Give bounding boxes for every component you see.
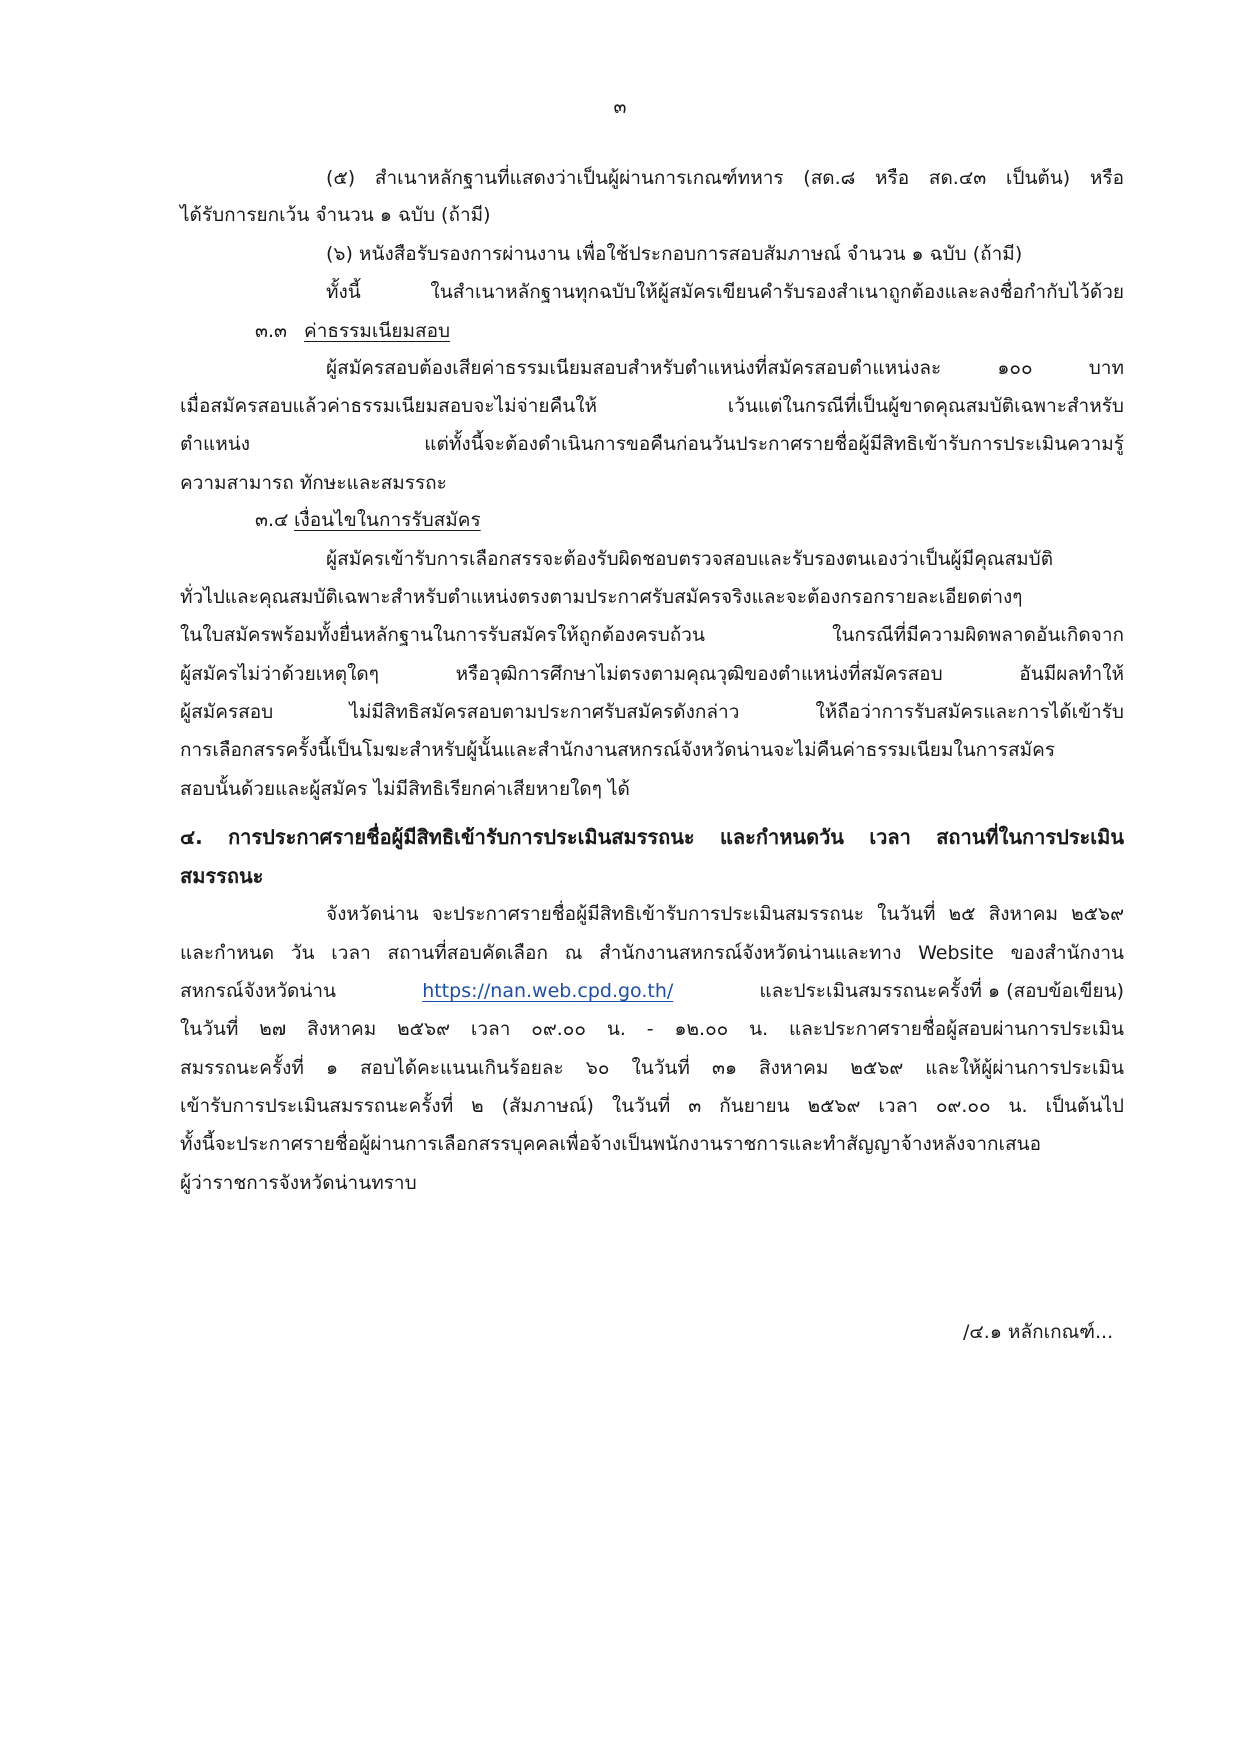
section-4-line: เข้ารับการประเมินสมรรถนะครั้งที่ ๒ (สัมภาษณ์) ในวันที่ ๓ กันยายน ๒๕๖๙ เวลา ๐๙.๐๐ น. เป็นต้นไป <box>180 1095 1124 1117</box>
section-3-4-title: เงื่อนไขในการรับสมัคร <box>294 509 481 531</box>
section-3-3-line: ตำแหน่ง แต่ทั้งนี้จะต้องดำเนินการขอคืนก่อนวันประกาศรายชื่อผู้มีสิทธิเข้ารับการประเมินความรู้ <box>180 433 1124 455</box>
section-3-4-line: การเลือกสรรครั้งนี้เป็นโมฆะสำหรับผู้นั้นและสำนักงานสหกรณ์จังหวัดน่านจะไม่คืนค่าธรรมเนียมในการสมัคร <box>180 739 1056 761</box>
item-6: (๖) หนังสือรับรองการผ่านงาน เพื่อใช้ประกอบการสอบสัมภาษณ์ จำนวน ๑ ฉบับ (ถ้ามี) <box>326 243 1023 265</box>
section-4-heading-line-2: สมรรถนะ <box>180 864 264 888</box>
section-4-line3-after: และประเมินสมรรถนะครั้งที่ ๑ (สอบข้อเขียน) <box>759 980 1124 1002</box>
section-4-line: จังหวัดน่าน จะประกาศรายชื่อผู้มีสิทธิเข้ารับการประเมินสมรรถนะ ในวันที่ ๒๕ สิงหาคม ๒๕๖๙ <box>326 903 1124 925</box>
section-3-4-line: ผู้สมัครสอบ ไม่มีสิทธิสมัครสอบตามประกาศรับสมัครดังกล่าว ให้ถือว่าการรับสมัครและการได้เข้ารับ <box>180 701 1124 723</box>
section-4-line: ทั้งนี้จะประกาศรายชื่อผู้ผ่านการเลือกสรรบุคคลเพื่อจ้างเป็นพนักงานราชการและทำสัญญาจ้างหลังจากเสนอ <box>180 1133 1042 1155</box>
website-link[interactable]: https://nan.web.cpd.go.th/ <box>422 980 674 1002</box>
section-3-3-line: ความสามารถ ทักษะและสมรรถะ <box>180 472 447 494</box>
section-4-line-with-link <box>180 976 1124 1006</box>
section-3-3-number: ๓.๓ <box>255 320 288 342</box>
section-3-3-line: เมื่อสมัครสอบแล้วค่าธรรมเนียมสอบจะไม่จ่ายคืนให้ เว้นแต่ในกรณีที่เป็นผู้ขาดคุณสมบัติเฉพาะสำหรับ <box>180 395 1124 417</box>
section-3-4-line: สอบนั้นด้วยและผู้สมัคร ไม่มีสิทธิเรียกค่าเสียหายใดๆ ได้ <box>180 778 630 800</box>
section-4-line: ผู้ว่าราชการจังหวัดน่านทราบ <box>180 1172 417 1194</box>
section-4-line: และกำหนด วัน เวลา สถานที่สอบคัดเลือก ณ สำนักงานสหกรณ์จังหวัดน่านและทาง Website ของสำนักงาน <box>180 942 1124 964</box>
section-4-heading-line-1: ๔. การประกาศรายชื่อผู้มีสิทธิเข้ารับการประเมินสมรรถนะ และกำหนดวัน เวลา สถานที่ในการประเมิน <box>180 825 1124 849</box>
certify-note: ทั้งนี้ ในสำเนาหลักฐานทุกฉบับให้ผู้สมัครเขียนคำรับรองสำเนาถูกต้องและลงชื่อกำกับไว้ด้วย <box>326 281 1124 303</box>
section-4-line3-before: สหกรณ์จังหวัดน่าน <box>180 980 337 1002</box>
section-3-3-line: ผู้สมัครสอบต้องเสียค่าธรรมเนียมสอบสำหรับตำแหน่งที่สมัครสอบตำแหน่งละ ๑๐๐ บาท <box>326 357 1124 379</box>
section-3-4-line: ผู้สมัครเข้ารับการเลือกสรรจะต้องรับผิดชอบตรวจสอบและรับรองตนเองว่าเป็นผู้มีคุณสมบัติ <box>326 548 1054 570</box>
section-3-3-title: ค่าธรรมเนียมสอบ <box>304 320 451 342</box>
section-3-4-line: ในใบสมัครพร้อมทั้งยื่นหลักฐานในการรับสมัครให้ถูกต้องครบถ้วน ในกรณีที่มีความผิดพลาดอันเกิดจาก <box>180 624 1124 646</box>
section-3-4-line: ผู้สมัครไม่ว่าด้วยเหตุใดๆ หรือวุฒิการศึกษาไม่ตรงตามคุณวุฒิของตำแหน่งที่สมัครสอบ อันมีผลทำให้ <box>180 663 1124 685</box>
item-5-line-1: (๕) สำเนาหลักฐานที่แสดงว่าเป็นผู้ผ่านการเกณฑ์ทหาร (สด.๘ หรือ สด.๔๓ เป็นต้น) หรือ <box>326 167 1124 189</box>
section-4-line: ในวันที่ ๒๗ สิงหาคม ๒๕๖๙ เวลา ๐๙.๐๐ น. - ๑๒.๐๐ น. และประกาศรายชื่อผู้สอบผ่านการประเมิน <box>180 1018 1124 1040</box>
section-4-line: สมรรถนะครั้งที่ ๑ สอบได้คะแนนเกินร้อยละ ๖๐ ในวันที่ ๓๑ สิงหาคม ๒๕๖๙ และให้ผู้ผ่านการประเมิน <box>180 1057 1124 1079</box>
section-3-4-number: ๓.๔ <box>255 509 289 531</box>
item-5-line-2: ได้รับการยกเว้น จำนวน ๑ ฉบับ (ถ้ามี) <box>180 204 491 226</box>
page-number: ๓ <box>613 96 627 118</box>
continuation-note: /๔.๑ หลักเกณฑ์... <box>963 1321 1114 1343</box>
section-3-4-line: ทั่วไปและคุณสมบัติเฉพาะสำหรับตำแหน่งตรงตามประกาศรับสมัครจริงและจะต้องกรอกรายละเอียดต่างๆ <box>180 586 1023 608</box>
